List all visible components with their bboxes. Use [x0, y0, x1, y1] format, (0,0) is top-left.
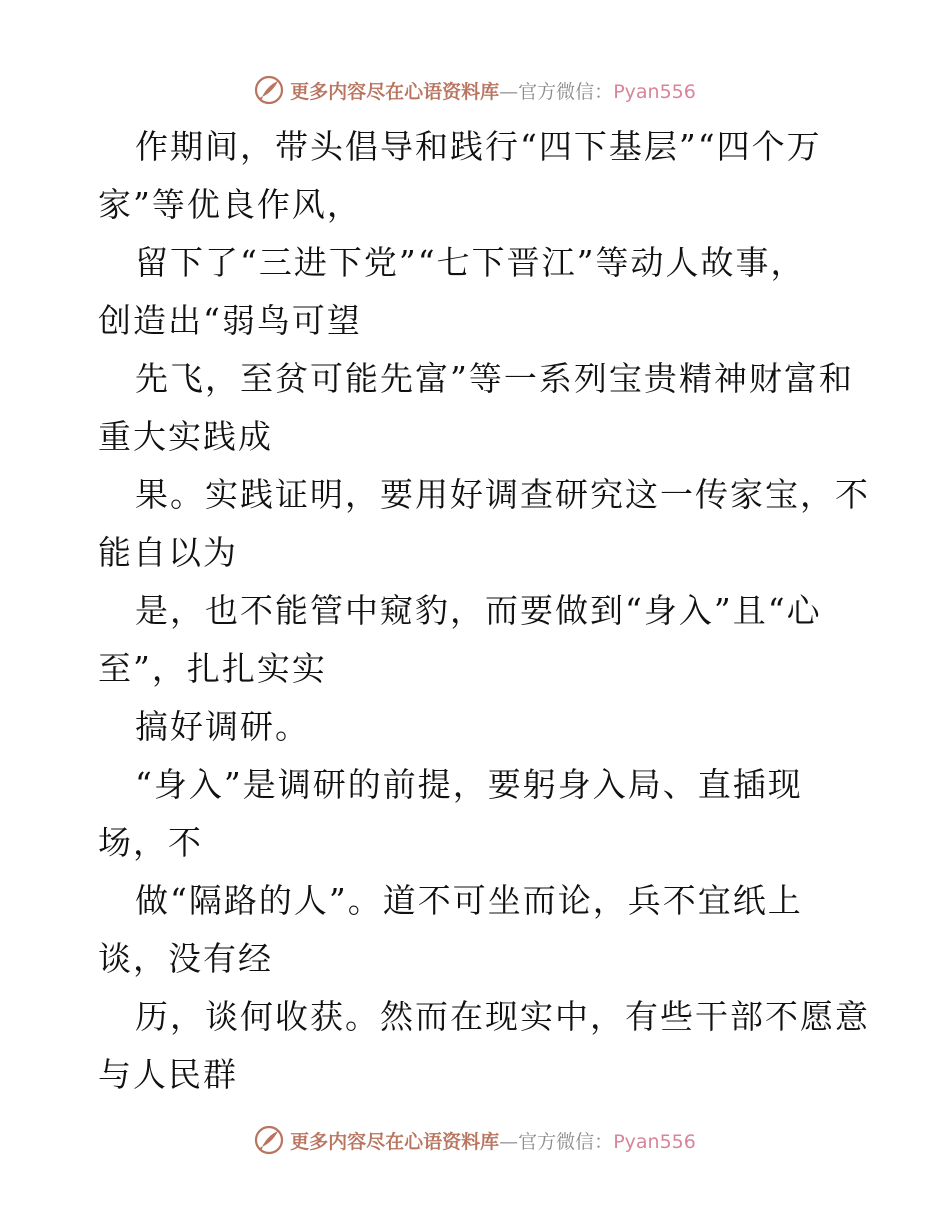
feather-pen-circle-icon [254, 75, 284, 105]
text-line: 家”等优良作风， [98, 185, 362, 224]
document-body [98, 118, 870, 1104]
text-line: 场，不 [98, 823, 203, 862]
text-line: 做“隔路的人”。道不可坐而论，兵不宜纸上 [135, 881, 803, 920]
text-line: 谈，没有经 [98, 939, 273, 978]
text-line: 能自以为 [98, 533, 238, 572]
text-line: 先飞，至贫可能先富”等一系列宝贵精神财富和 [135, 359, 854, 398]
text-line: 至”，扎扎实实 [98, 649, 327, 688]
text-line: 历，谈何收获。然而在现实中，有些干部不愿意 [135, 997, 870, 1036]
text-line: 与人民群 [98, 1055, 238, 1094]
banner-sub-text: 官方微信： [518, 1130, 614, 1153]
text-line: 创造出“弱鸟可望 [98, 301, 362, 340]
text-line: 搞好调研。 [135, 707, 310, 746]
text-line: 重大实践成 [98, 417, 273, 456]
header-banner [0, 72, 950, 108]
text-line: 留下了“三进下党”“七下晋江”等动人故事， [135, 243, 806, 282]
banner-main-text: 更多内容尽在心语资料库 [290, 1130, 500, 1153]
banner-wechat-id: Pyan556 [613, 1130, 696, 1153]
text-line: 是，也不能管中窥豹，而要做到“身入”且“心 [135, 591, 822, 630]
text-line: 作期间，带头倡导和践行“四下基层”“四个万 [135, 127, 822, 166]
text-line: 果。实践证明，要用好调查研究这一传家宝，不 [135, 475, 870, 514]
banner-text [290, 77, 696, 104]
text-line: “身入”是调研的前提，要躬身入局、直插现 [135, 765, 803, 804]
feather-pen-circle-icon [254, 1125, 284, 1155]
banner-dash: — [499, 1130, 519, 1153]
banner-main-text: 更多内容尽在心语资料库 [290, 80, 500, 103]
banner-dash: — [499, 80, 519, 103]
banner-wechat-id: Pyan556 [613, 80, 696, 103]
footer-banner [0, 1122, 950, 1158]
banner-sub-text: 官方微信： [518, 80, 614, 103]
banner-text [290, 1127, 696, 1154]
